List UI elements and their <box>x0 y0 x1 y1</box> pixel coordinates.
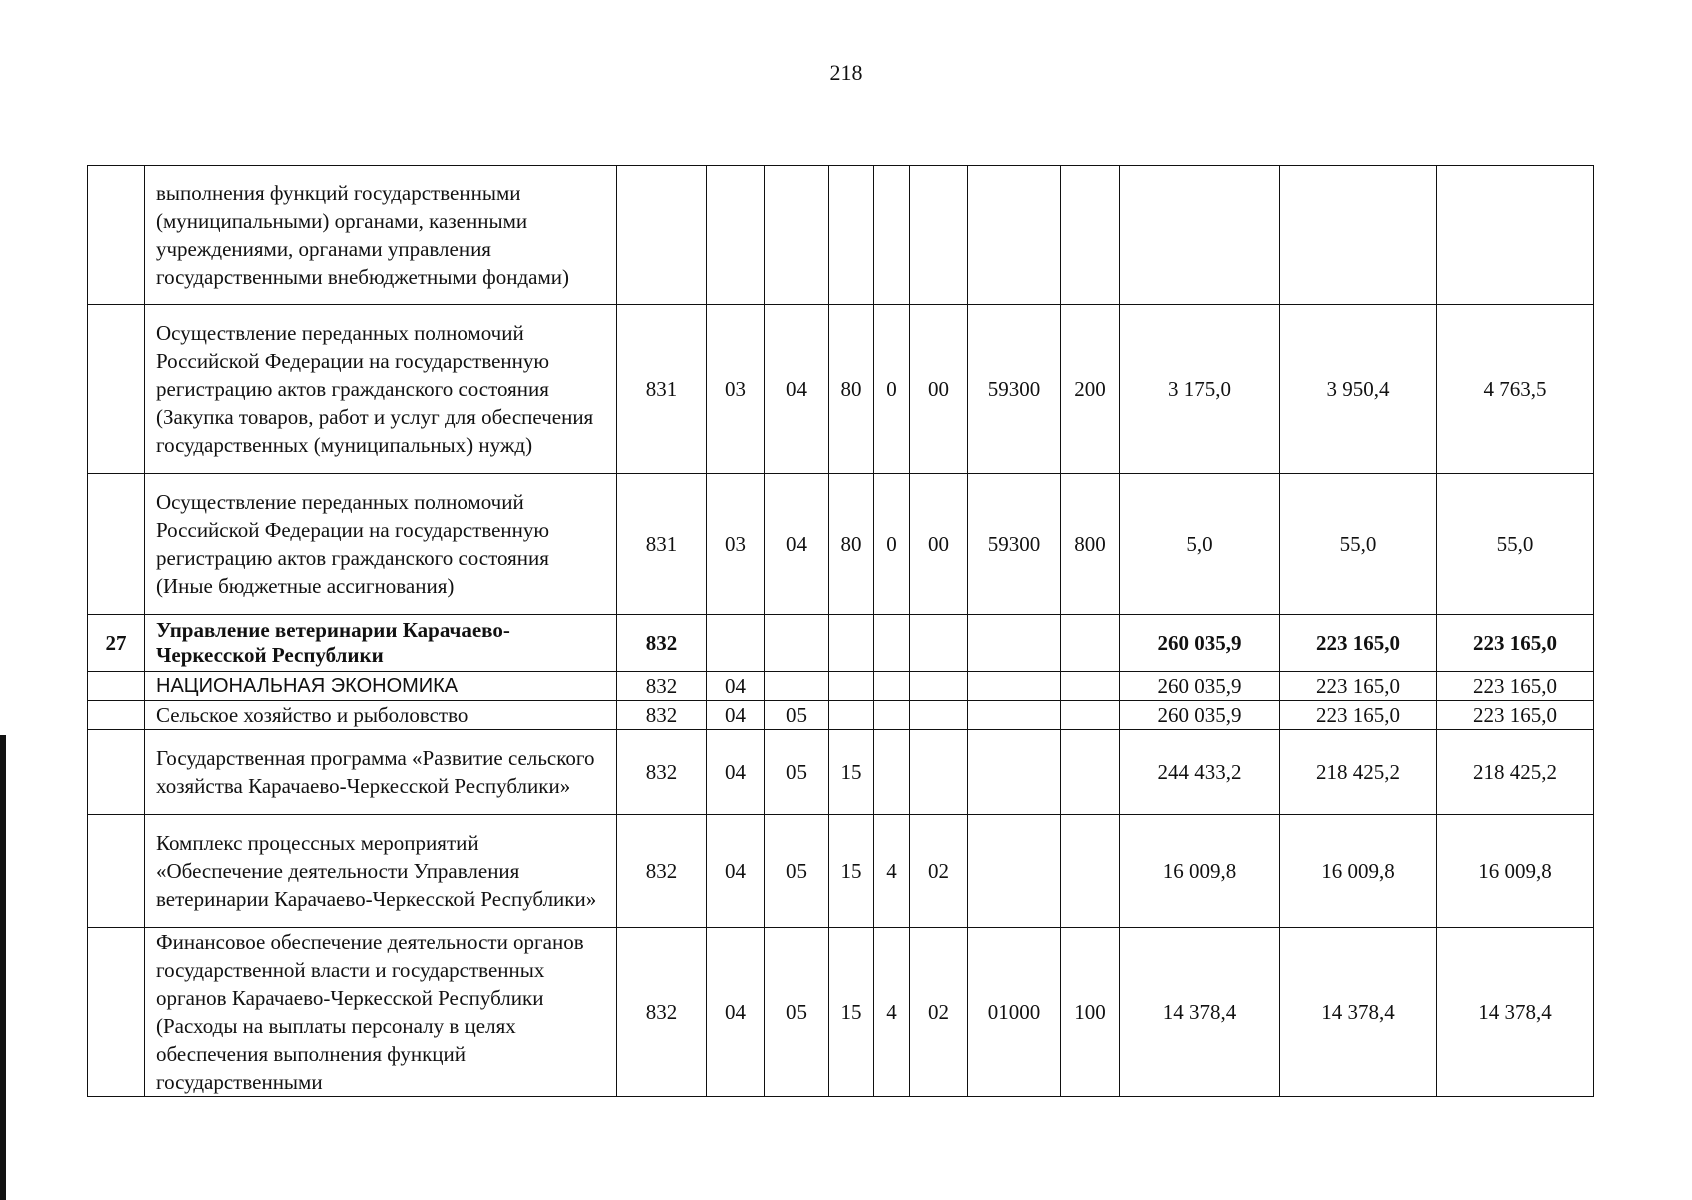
amount-year-2: 55,0 <box>1280 474 1437 615</box>
section-code: 04 <box>707 701 765 730</box>
section-code: 03 <box>707 305 765 474</box>
amount-year-2: 218 425,2 <box>1280 730 1437 815</box>
program-code: 80 <box>829 474 874 615</box>
program-type-code: 0 <box>874 305 910 474</box>
program-code <box>829 672 874 701</box>
amount-year-2: 3 950,4 <box>1280 305 1437 474</box>
table-row <box>88 672 1594 701</box>
ministry-code: 831 <box>617 474 707 615</box>
row-number <box>88 730 145 815</box>
program-type-code <box>874 615 910 672</box>
ministry-code <box>617 166 707 305</box>
program-code <box>829 615 874 672</box>
table-row <box>88 701 1594 730</box>
amount-year-2: 14 378,4 <box>1280 928 1437 1097</box>
expense-type-code <box>1061 730 1120 815</box>
amount-year-3: 55,0 <box>1437 474 1594 615</box>
subprogram-code: 02 <box>910 815 968 928</box>
expense-name: Осуществление переданных полномочий Российской Федерации на государственную регистрацию актов гражданского состояния (Иные бюджетные ассигнования) <box>145 474 617 615</box>
section-code <box>707 166 765 305</box>
section-code: 03 <box>707 474 765 615</box>
ministry-code: 831 <box>617 305 707 474</box>
row-number <box>88 815 145 928</box>
program-code: 15 <box>829 815 874 928</box>
program-type-code: 0 <box>874 474 910 615</box>
subprogram-code <box>910 166 968 305</box>
subsection-code: 05 <box>765 815 829 928</box>
table-row <box>88 305 1594 474</box>
amount-year-1: 260 035,9 <box>1120 672 1280 701</box>
direction-code <box>968 701 1061 730</box>
subsection-code: 05 <box>765 701 829 730</box>
subprogram-code: 00 <box>910 474 968 615</box>
subsection-code: 05 <box>765 730 829 815</box>
subsection-code <box>765 615 829 672</box>
expense-type-code <box>1061 815 1120 928</box>
amount-year-3: 218 425,2 <box>1437 730 1594 815</box>
subprogram-code <box>910 615 968 672</box>
table-row <box>88 474 1594 615</box>
subprogram-code: 02 <box>910 928 968 1097</box>
expense-type-code <box>1061 672 1120 701</box>
program-code: 80 <box>829 305 874 474</box>
row-number <box>88 701 145 730</box>
table-row <box>88 730 1594 815</box>
amount-year-2: 223 165,0 <box>1280 672 1437 701</box>
program-type-code <box>874 672 910 701</box>
ministry-code: 832 <box>617 928 707 1097</box>
expense-name: Государственная программа «Развитие сельского хозяйства Карачаево-Черкесской Республики» <box>145 730 617 815</box>
amount-year-1: 5,0 <box>1120 474 1280 615</box>
expense-type-code <box>1061 615 1120 672</box>
program-type-code <box>874 730 910 815</box>
subsection-code <box>765 166 829 305</box>
program-type-code <box>874 166 910 305</box>
amount-year-3 <box>1437 166 1594 305</box>
amount-year-3: 4 763,5 <box>1437 305 1594 474</box>
section-code <box>707 615 765 672</box>
row-number: 27 <box>88 615 145 672</box>
subsection-code <box>765 672 829 701</box>
amount-year-1: 14 378,4 <box>1120 928 1280 1097</box>
direction-code <box>968 166 1061 305</box>
expense-name: Финансовое обеспечение деятельности органов государственной власти и государственных органов Карачаево-Черкесской Республики (Расходы на выплаты персоналу в целях обеспечения выполнения функций государственными <box>145 928 617 1097</box>
row-number <box>88 474 145 615</box>
expense-name: выполнения функций государственными (муниципальными) органами, казенными учреждениями, органами управления государственными внебюджетными фондами) <box>145 166 617 305</box>
budget-table <box>87 165 1594 1097</box>
subprogram-code <box>910 701 968 730</box>
expense-type-code: 800 <box>1061 474 1120 615</box>
expense-type-code: 200 <box>1061 305 1120 474</box>
amount-year-3: 223 165,0 <box>1437 615 1594 672</box>
section-code: 04 <box>707 815 765 928</box>
expense-type-code <box>1061 701 1120 730</box>
program-code <box>829 701 874 730</box>
ministry-code: 832 <box>617 672 707 701</box>
expense-name: Осуществление переданных полномочий Российской Федерации на государственную регистрацию актов гражданского состояния (Закупка товаров, работ и услуг для обеспечения государственных (муниципальных) нужд) <box>145 305 617 474</box>
amount-year-2 <box>1280 166 1437 305</box>
subsection-code: 05 <box>765 928 829 1097</box>
program-code: 15 <box>829 730 874 815</box>
program-type-code <box>874 701 910 730</box>
direction-code <box>968 815 1061 928</box>
section-code: 04 <box>707 730 765 815</box>
ministry-code: 832 <box>617 701 707 730</box>
subsection-code: 04 <box>765 305 829 474</box>
page-number: 218 <box>829 60 863 85</box>
amount-year-2: 16 009,8 <box>1280 815 1437 928</box>
amount-year-2: 223 165,0 <box>1280 615 1437 672</box>
section-code: 04 <box>707 928 765 1097</box>
expense-name: Управление ветеринарии Карачаево-Черкесской Республики <box>145 615 617 672</box>
amount-year-3: 223 165,0 <box>1437 701 1594 730</box>
program-type-code: 4 <box>874 815 910 928</box>
amount-year-1: 260 035,9 <box>1120 701 1280 730</box>
table-row <box>88 166 1594 305</box>
direction-code: 01000 <box>968 928 1061 1097</box>
table-row <box>88 928 1594 1097</box>
expense-type-code <box>1061 166 1120 305</box>
ministry-code: 832 <box>617 815 707 928</box>
section-code: 04 <box>707 672 765 701</box>
row-number <box>88 305 145 474</box>
subprogram-code <box>910 672 968 701</box>
direction-code: 59300 <box>968 305 1061 474</box>
program-code: 15 <box>829 928 874 1097</box>
amount-year-3: 14 378,4 <box>1437 928 1594 1097</box>
program-type-code: 4 <box>874 928 910 1097</box>
scan-margin-bar <box>0 735 6 1200</box>
amount-year-1: 260 035,9 <box>1120 615 1280 672</box>
row-number <box>88 928 145 1097</box>
amount-year-1: 244 433,2 <box>1120 730 1280 815</box>
row-number <box>88 672 145 701</box>
program-code <box>829 166 874 305</box>
table-row-organization <box>88 615 1594 672</box>
ministry-code: 832 <box>617 615 707 672</box>
amount-year-1: 3 175,0 <box>1120 305 1280 474</box>
direction-code: 59300 <box>968 474 1061 615</box>
subprogram-code <box>910 730 968 815</box>
subsection-code: 04 <box>765 474 829 615</box>
direction-code <box>968 730 1061 815</box>
expense-name: Сельское хозяйство и рыболовство <box>145 701 617 730</box>
ministry-code: 832 <box>617 730 707 815</box>
amount-year-1: 16 009,8 <box>1120 815 1280 928</box>
expense-name: Комплекс процессных мероприятий «Обеспечение деятельности Управления ветеринарии Карачаево-Черкесской Республики» <box>145 815 617 928</box>
direction-code <box>968 615 1061 672</box>
amount-year-3: 223 165,0 <box>1437 672 1594 701</box>
row-number <box>88 166 145 305</box>
expense-type-code: 100 <box>1061 928 1120 1097</box>
table-row <box>88 815 1594 928</box>
amount-year-1 <box>1120 166 1280 305</box>
direction-code <box>968 672 1061 701</box>
amount-year-3: 16 009,8 <box>1437 815 1594 928</box>
subprogram-code: 00 <box>910 305 968 474</box>
expense-name: НАЦИОНАЛЬНАЯ ЭКОНОМИКА <box>145 672 617 701</box>
amount-year-2: 223 165,0 <box>1280 701 1437 730</box>
